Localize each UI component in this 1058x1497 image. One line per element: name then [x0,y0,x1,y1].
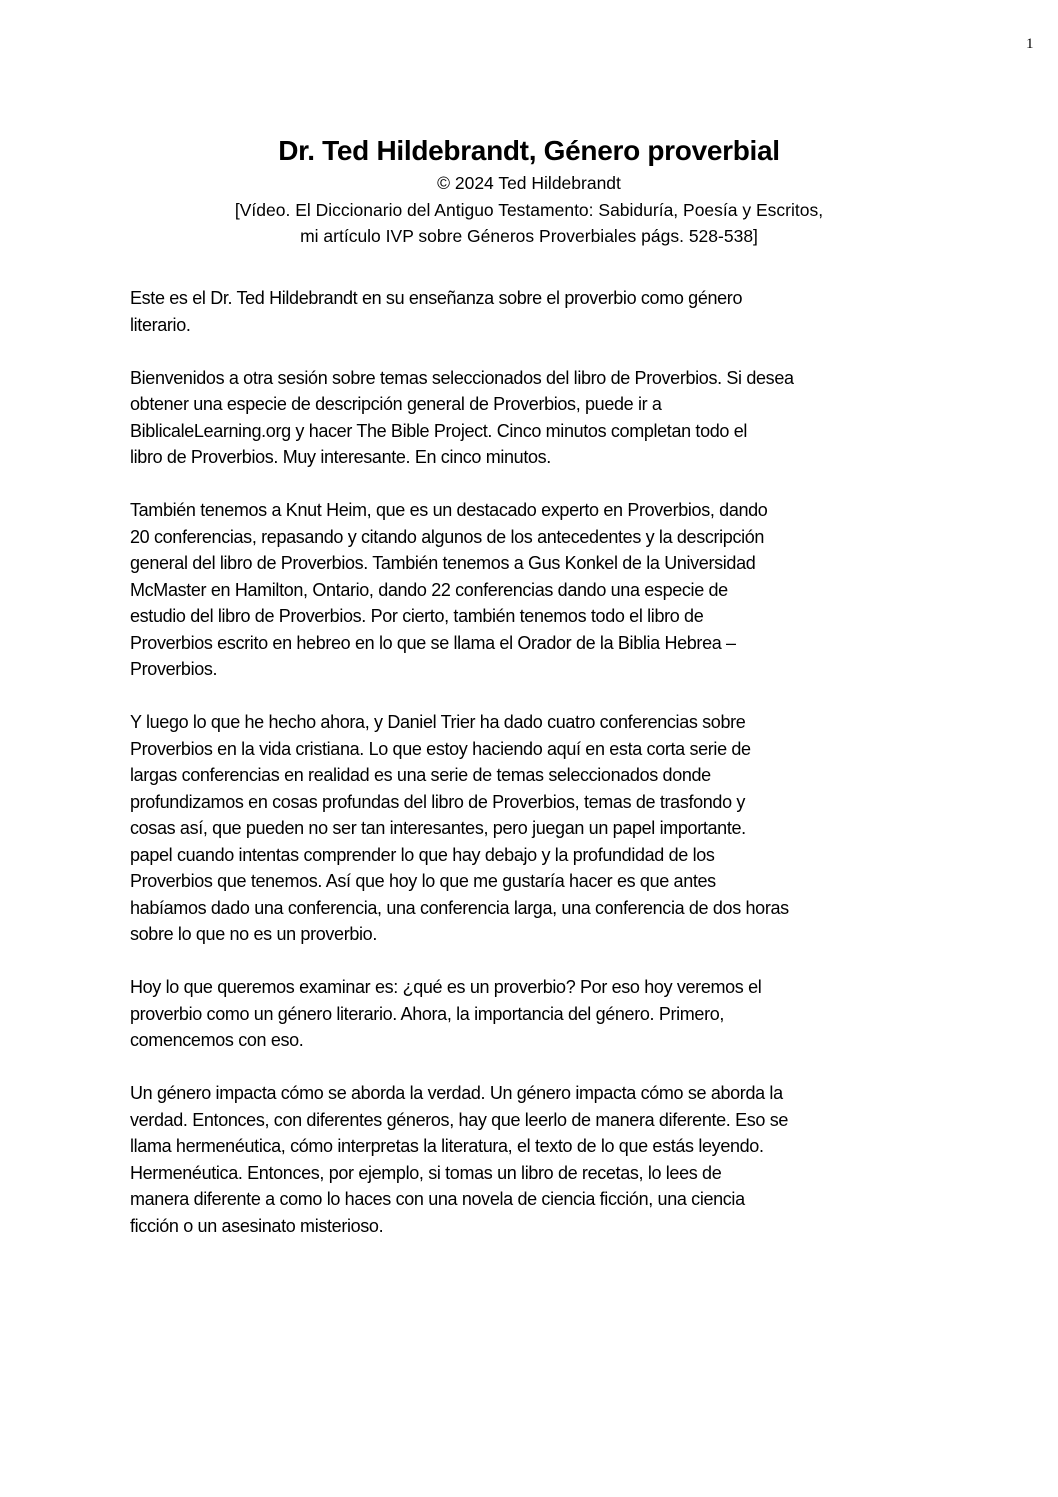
paragraph [130,285,950,338]
text-line: BiblicaleLearning.org y hacer The Bible Project. Cinco minutos completan todo el [130,420,748,441]
paragraph [130,974,950,1054]
paragraph [130,709,950,948]
text-line: 20 conferencias, repasando y citando algunos de los antecedentes y la descripción [130,526,765,547]
text-line: proverbio como un género literario. Ahora, la importancia del género. Primero, [130,1003,725,1024]
text-line: Proverbios. [130,659,218,679]
page-number: 1 [1026,36,1034,52]
document-title: Dr. Ted Hildebrandt, Género proverbial [278,135,780,166]
text-line: largas conferencias en realidad es una serie de temas seleccionados donde [130,765,711,785]
source-line-2: mi artículo IVP sobre Géneros Proverbiales págs. 528-538] [300,226,758,246]
source-line-1: [Vídeo. El Diccionario del Antiguo Testamento: Sabiduría, Poesía y Escritos, [234,199,824,220]
text-line: papel cuando intentas comprender lo que hay debajo y la profundidad de los [130,844,715,865]
copyright-line: © 2024 Ted Hildebrandt [437,173,621,193]
text-line: profundizamos en cosas profundas del libro de Proverbios, temas de trasfondo y [130,791,746,812]
text-line: Proverbios que tenemos. Así que hoy lo que me gustaría hacer es que antes [130,871,716,891]
text-line: llama hermenéutica, cómo interpretas la literatura, el texto de lo que estás leyendo. [130,1136,764,1156]
text-line: habíamos dado una conferencia, una conferencia larga, una conferencia de dos horas [130,897,789,918]
text-line: manera diferente a como lo haces con una novela de ciencia ficción, una ciencia [130,1189,745,1209]
text-line: verdad. Entonces, con diferentes géneros, hay que leerlo de manera diferente. Eso se [130,1109,789,1130]
text-line: ficción o un asesinato misterioso. [130,1215,384,1236]
text-line: Un género impacta cómo se aborda la verdad. Un género impacta cómo se aborda la [130,1083,783,1103]
text-line: También tenemos a Knut Heim, que es un destacado experto en Proverbios, dando [130,500,768,520]
text-line: Este es el Dr. Ted Hildebrandt en su enseñanza sobre el proverbio como género [130,288,743,308]
text-line: sobre lo que no es un proverbio. [130,924,377,944]
text-line: Proverbios en la vida cristiana. Lo que estoy haciendo aquí en esta corta serie de [130,738,751,759]
text-line: estudio del libro de Proverbios. Por cierto, también tenemos todo el libro de [130,606,704,626]
document-header [0,132,1058,250]
text-line: literario. [130,314,191,335]
text-line: Bienvenidos a otra sesión sobre temas seleccionados del libro de Proverbios. Si desea [130,367,794,388]
document-body [130,285,950,1266]
text-line: Proverbios escrito en hebreo en lo que se llama el Orador de la Biblia Hebrea – [130,632,736,653]
text-line: McMaster en Hamilton, Ontario, dando 22 conferencias dando una especie de [130,579,728,600]
text-line: comencemos con eso. [130,1030,304,1050]
text-line: Hoy lo que queremos examinar es: ¿qué es un proverbio? Por eso hoy veremos el [130,977,762,997]
paragraph [130,1080,950,1239]
paragraph [130,365,950,471]
text-line: libro de Proverbios. Muy interesante. En cinco minutos. [130,447,551,467]
text-line: obtener una especie de descripción general de Proverbios, puede ir a [130,394,662,414]
text-line: Hermenéutica. Entonces, por ejemplo, si tomas un libro de recetas, lo lees de [130,1162,722,1183]
text-line: Y luego lo que he hecho ahora, y Daniel Trier ha dado cuatro conferencias sobre [130,712,746,732]
text-line: general del libro de Proverbios. También tenemos a Gus Konkel de la Universidad [130,553,756,573]
paragraph [130,497,950,683]
text-line: cosas así, que pueden no ser tan interesantes, pero juegan un papel importante. [130,818,746,838]
